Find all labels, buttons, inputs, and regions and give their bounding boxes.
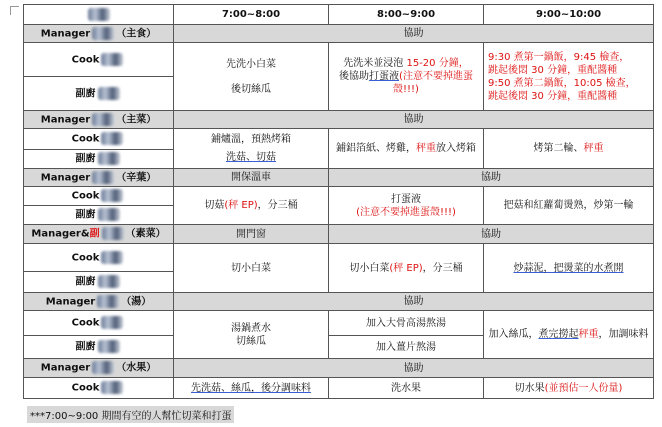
task-line: 先洗小白菜 [226, 58, 276, 70]
manager-label-red: 副 [89, 228, 100, 240]
soup-task-7 [174, 311, 329, 359]
name-blur [92, 361, 114, 374]
task-line: 洗菇、切菇 [226, 152, 276, 163]
name-blur [102, 227, 124, 240]
fruit-task-7: 先洗菇、絲瓜，後分調味料 [174, 378, 329, 399]
fruit-task-8: 洗水果 [329, 378, 484, 399]
task-text: ，分三桶 [422, 262, 463, 274]
cook-label: Cook [71, 133, 100, 145]
manager-row-staple [24, 25, 654, 43]
task-line: 跳起後悶 30 分鐘，重配醬種 [488, 64, 618, 76]
veg-task-9 [484, 244, 654, 293]
sous-label: 副廚 [75, 153, 96, 165]
manager-side-cell [24, 169, 174, 187]
manager-row-fruit [24, 359, 654, 378]
name-blur [97, 295, 119, 308]
manager-row-veg [24, 225, 654, 244]
assist-cell: 協助 [174, 25, 654, 43]
task-underline: 煮完撈起 [538, 329, 579, 340]
name-blur [101, 381, 123, 394]
task-text: 炒蒜泥，把燙菜的水煮開 [513, 262, 624, 274]
header-time-3: 9:00~10:00 [484, 5, 654, 25]
task-text: 放入烤箱 [436, 143, 476, 154]
cook-label: Cook [71, 190, 100, 202]
task-red: (秤 EP) [224, 200, 258, 211]
header-time-1: 7:00~8:00 [174, 5, 329, 25]
task-text: 先洗米並浸泡 [343, 58, 407, 69]
side-task-7 [174, 187, 329, 225]
task-red: (秤 EP) [389, 262, 423, 274]
cook-cell [24, 129, 174, 150]
task-underline: 打蛋液 [369, 71, 400, 82]
task-red: 秤重 [416, 143, 436, 154]
role-blur [88, 8, 110, 21]
manager-label: Manager [40, 362, 91, 374]
manager-label: Manager [40, 172, 91, 184]
cook-cell [24, 311, 174, 336]
header-role-cell [24, 5, 174, 25]
main-task-7 [174, 129, 329, 169]
cook-cell [24, 187, 174, 206]
name-blur [101, 53, 123, 66]
fruit-task-9 [484, 378, 654, 399]
cook-cell [24, 378, 174, 399]
name-blur [101, 251, 123, 264]
task-line: 9:30 煮第一鍋飯，9:45 檢查， [488, 51, 630, 63]
open-warmer-cell: 開保溫車 [174, 169, 329, 187]
cook-row-main [24, 129, 654, 150]
name-blur [98, 152, 120, 165]
header-time-2: 8:00~9:00 [329, 5, 484, 25]
schedule-sheet [23, 4, 654, 399]
cook-label: Cook [71, 317, 100, 329]
name-blur [101, 189, 123, 202]
task-text: 切小白菜 [349, 262, 390, 274]
manager-veg-cell [24, 225, 174, 244]
task-text: 後協助 [339, 71, 370, 82]
assist-cell: 協助 [174, 293, 654, 311]
section-tag: （水果） [116, 362, 157, 374]
task-text: 加入絲瓜， [488, 329, 539, 340]
side-task-9 [484, 187, 654, 225]
sous-label: 副廚 [75, 341, 96, 353]
cook-row-soup [24, 311, 654, 336]
manager-fruit-cell [24, 359, 174, 378]
manager-soup-cell [24, 293, 174, 311]
name-blur [98, 87, 120, 100]
task-line: 9:50 煮第二鍋飯，10:05 檢查， [488, 77, 636, 89]
section-tag: （主菜） [116, 114, 157, 126]
task-text: ，加調味料 [598, 329, 649, 340]
staple-task-8 [329, 43, 484, 111]
manager-main-cell [24, 111, 174, 129]
side-task-8 [329, 187, 484, 225]
task-text: 切菇 [204, 200, 225, 211]
sous-cell [24, 336, 174, 359]
corner-mark [10, 6, 19, 15]
assist-cell: 協助 [329, 225, 654, 244]
manager-row-soup [24, 293, 654, 311]
section-tag: （湯） [121, 296, 152, 308]
task-red: 秤重 [583, 143, 604, 154]
name-blur [101, 132, 123, 145]
cook-cell [24, 43, 174, 77]
section-tag: （主食） [116, 28, 157, 40]
open-windows-cell: 開門窗 [174, 225, 329, 244]
soup-task-8a: 加入大骨高湯熬湯 [329, 311, 484, 336]
task-line: 跳起後悶 30 分鐘，重配醬種 [488, 90, 618, 102]
veg-task-8 [329, 244, 484, 293]
task-line: 鋪爐溫，預熱烤箱 [211, 134, 291, 145]
staple-task-9 [484, 43, 654, 111]
task-red: (注意不要掉進蛋殼!!!) [356, 206, 456, 218]
staple-task-7 [174, 43, 329, 111]
task-red: 15-20 分鐘， [406, 58, 469, 69]
assist-cell: 協助 [329, 169, 654, 187]
task-red: (並預估一人份量) [544, 382, 623, 394]
main-task-8 [329, 129, 484, 169]
footer-note: ***7:00~9:00 期間有空的人幫忙切菜和打蛋 [27, 406, 234, 423]
sous-cell [24, 272, 174, 293]
task-red: (注意不要掉進蛋殼!!!) [393, 71, 473, 95]
manager-staple-cell [24, 25, 174, 43]
cook-cell [24, 244, 174, 272]
soup-task-9 [484, 311, 654, 359]
sous-label: 副廚 [75, 276, 96, 288]
task-text: 烤第二輪、 [533, 143, 584, 154]
cook-row-veg [24, 244, 654, 272]
task-text: ，分三桶 [257, 200, 298, 211]
cook-label: Cook [71, 54, 100, 66]
header-row [24, 5, 654, 25]
task-text: 把菇和紅蘿蔔燙熟，炒第一輪 [503, 200, 634, 211]
sous-cell [24, 77, 174, 111]
task-text: 鋪鋁箔紙、烤雞， [336, 143, 416, 154]
sous-label: 副廚 [75, 88, 96, 100]
name-blur [98, 208, 120, 221]
cook-row-side [24, 187, 654, 206]
manager-label: Manager& [31, 228, 90, 240]
section-tag: （辛葉） [116, 172, 157, 184]
veg-task-7: 切小白菜 [174, 244, 329, 293]
name-blur [98, 275, 120, 288]
sous-cell [24, 150, 174, 169]
name-blur [92, 113, 114, 126]
cook-label: Cook [71, 382, 100, 394]
cook-row-fruit [24, 378, 654, 399]
name-blur [98, 340, 120, 353]
task-line: 打蛋液 [391, 193, 421, 205]
schedule-table [23, 4, 654, 399]
manager-row-main [24, 111, 654, 129]
manager-row-side [24, 169, 654, 187]
name-blur [92, 27, 114, 40]
task-line: 切絲瓜 [236, 335, 266, 347]
task-text: 切水果 [514, 382, 545, 394]
manager-label: Manager [45, 296, 96, 308]
name-blur [101, 316, 123, 329]
task-red: 秤重 [578, 329, 599, 340]
task-line: 後切絲瓜 [231, 83, 271, 95]
sous-label: 副廚 [75, 209, 96, 221]
cook-row-staple [24, 43, 654, 77]
soup-task-8b: 加入薑片熬湯 [329, 336, 484, 359]
assist-cell: 協助 [174, 359, 654, 378]
task-line: 湯鍋煮水 [231, 322, 271, 334]
name-blur [92, 171, 114, 184]
manager-label: Manager [40, 28, 91, 40]
main-task-9 [484, 129, 654, 169]
cook-label: Cook [71, 252, 100, 264]
sous-cell [24, 206, 174, 225]
manager-label: Manager [40, 114, 91, 126]
section-tag: （素菜） [125, 228, 166, 240]
assist-cell: 協助 [174, 111, 654, 129]
